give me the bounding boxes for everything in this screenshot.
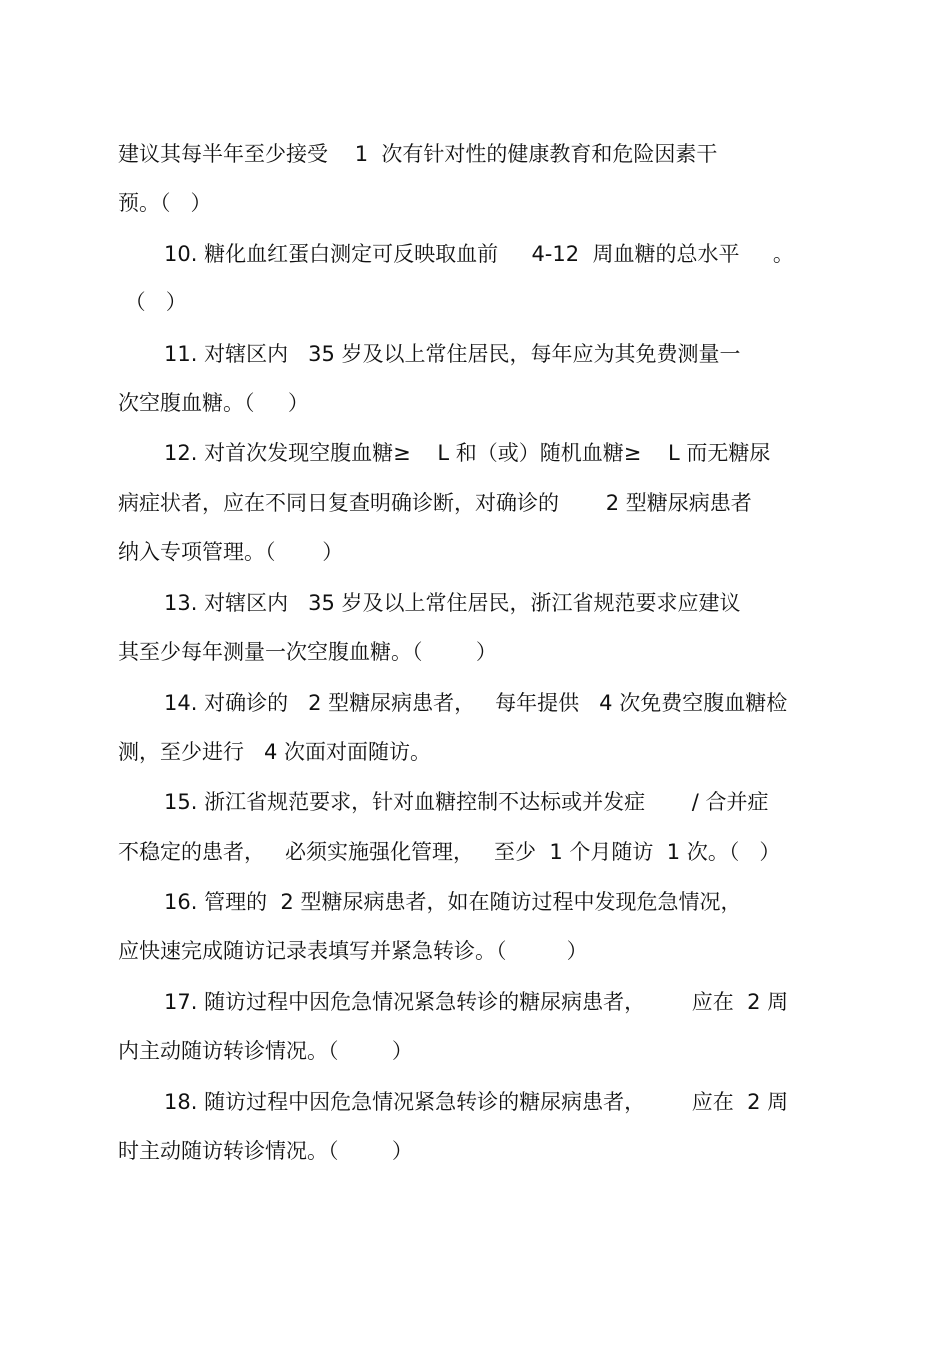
text-line: 不稳定的患者， 必须实施强化管理， 至少 1 个月随访 1 次。（ ） xyxy=(118,840,781,864)
question-18: 18. 随访过程中因危急情况紧急转诊的糖尿病患者， 应在 2 周 xyxy=(164,1090,789,1114)
question-16: 16. 管理的 2 型糖尿病患者，如在随访过程中发现危急情况， xyxy=(164,890,742,914)
text-line: 内主动随访转诊情况。（ ） xyxy=(118,1039,413,1063)
question-14: 14. 对确诊的 2 型糖尿病患者， 每年提供 4 次免费空腹血糖检 xyxy=(164,691,788,715)
text-line: 时主动随访转诊情况。（ ） xyxy=(118,1139,413,1163)
question-17: 17. 随访过程中因危急情况紧急转诊的糖尿病患者， 应在 2 周 xyxy=(164,990,789,1014)
text-line: 测，至少进行 4 次面对面随访。 xyxy=(118,740,432,764)
text-line: 次空腹血糖。（ ） xyxy=(118,391,309,415)
text-line: 纳入专项管理。（ ） xyxy=(118,540,344,564)
question-10: 10. 糖化血红蛋白测定可反映取血前 4-12 周血糖的总水平 。 xyxy=(164,242,794,266)
text-line: 其至少每年测量一次空腹血糖。（ ） xyxy=(118,640,497,664)
text-line: （ ） xyxy=(118,290,187,314)
question-12: 12. 对首次发现空腹血糖≥ L 和（或）随机血糖≥ L 而无糖尿 xyxy=(164,441,771,465)
question-13: 13. 对辖区内 35 岁及以上常住居民，浙江省规范要求应建议 xyxy=(164,591,741,615)
text-line: 建议其每半年至少接受 1 次有针对性的健康教育和危险因素干 xyxy=(118,142,718,166)
text-line: 病症状者，应在不同日复查明确诊断，对确诊的 2 型糖尿病患者 xyxy=(118,491,752,515)
text-line: 应快速完成随访记录表填写并紧急转诊。（ ） xyxy=(118,939,588,963)
text-line: 预。（ ） xyxy=(118,191,212,215)
question-11: 11. 对辖区内 35 岁及以上常住居民，每年应为其免费测量一 xyxy=(164,342,741,366)
question-15: 15. 浙江省规范要求，针对血糖控制不达标或并发症 / 合并症 xyxy=(164,790,769,814)
